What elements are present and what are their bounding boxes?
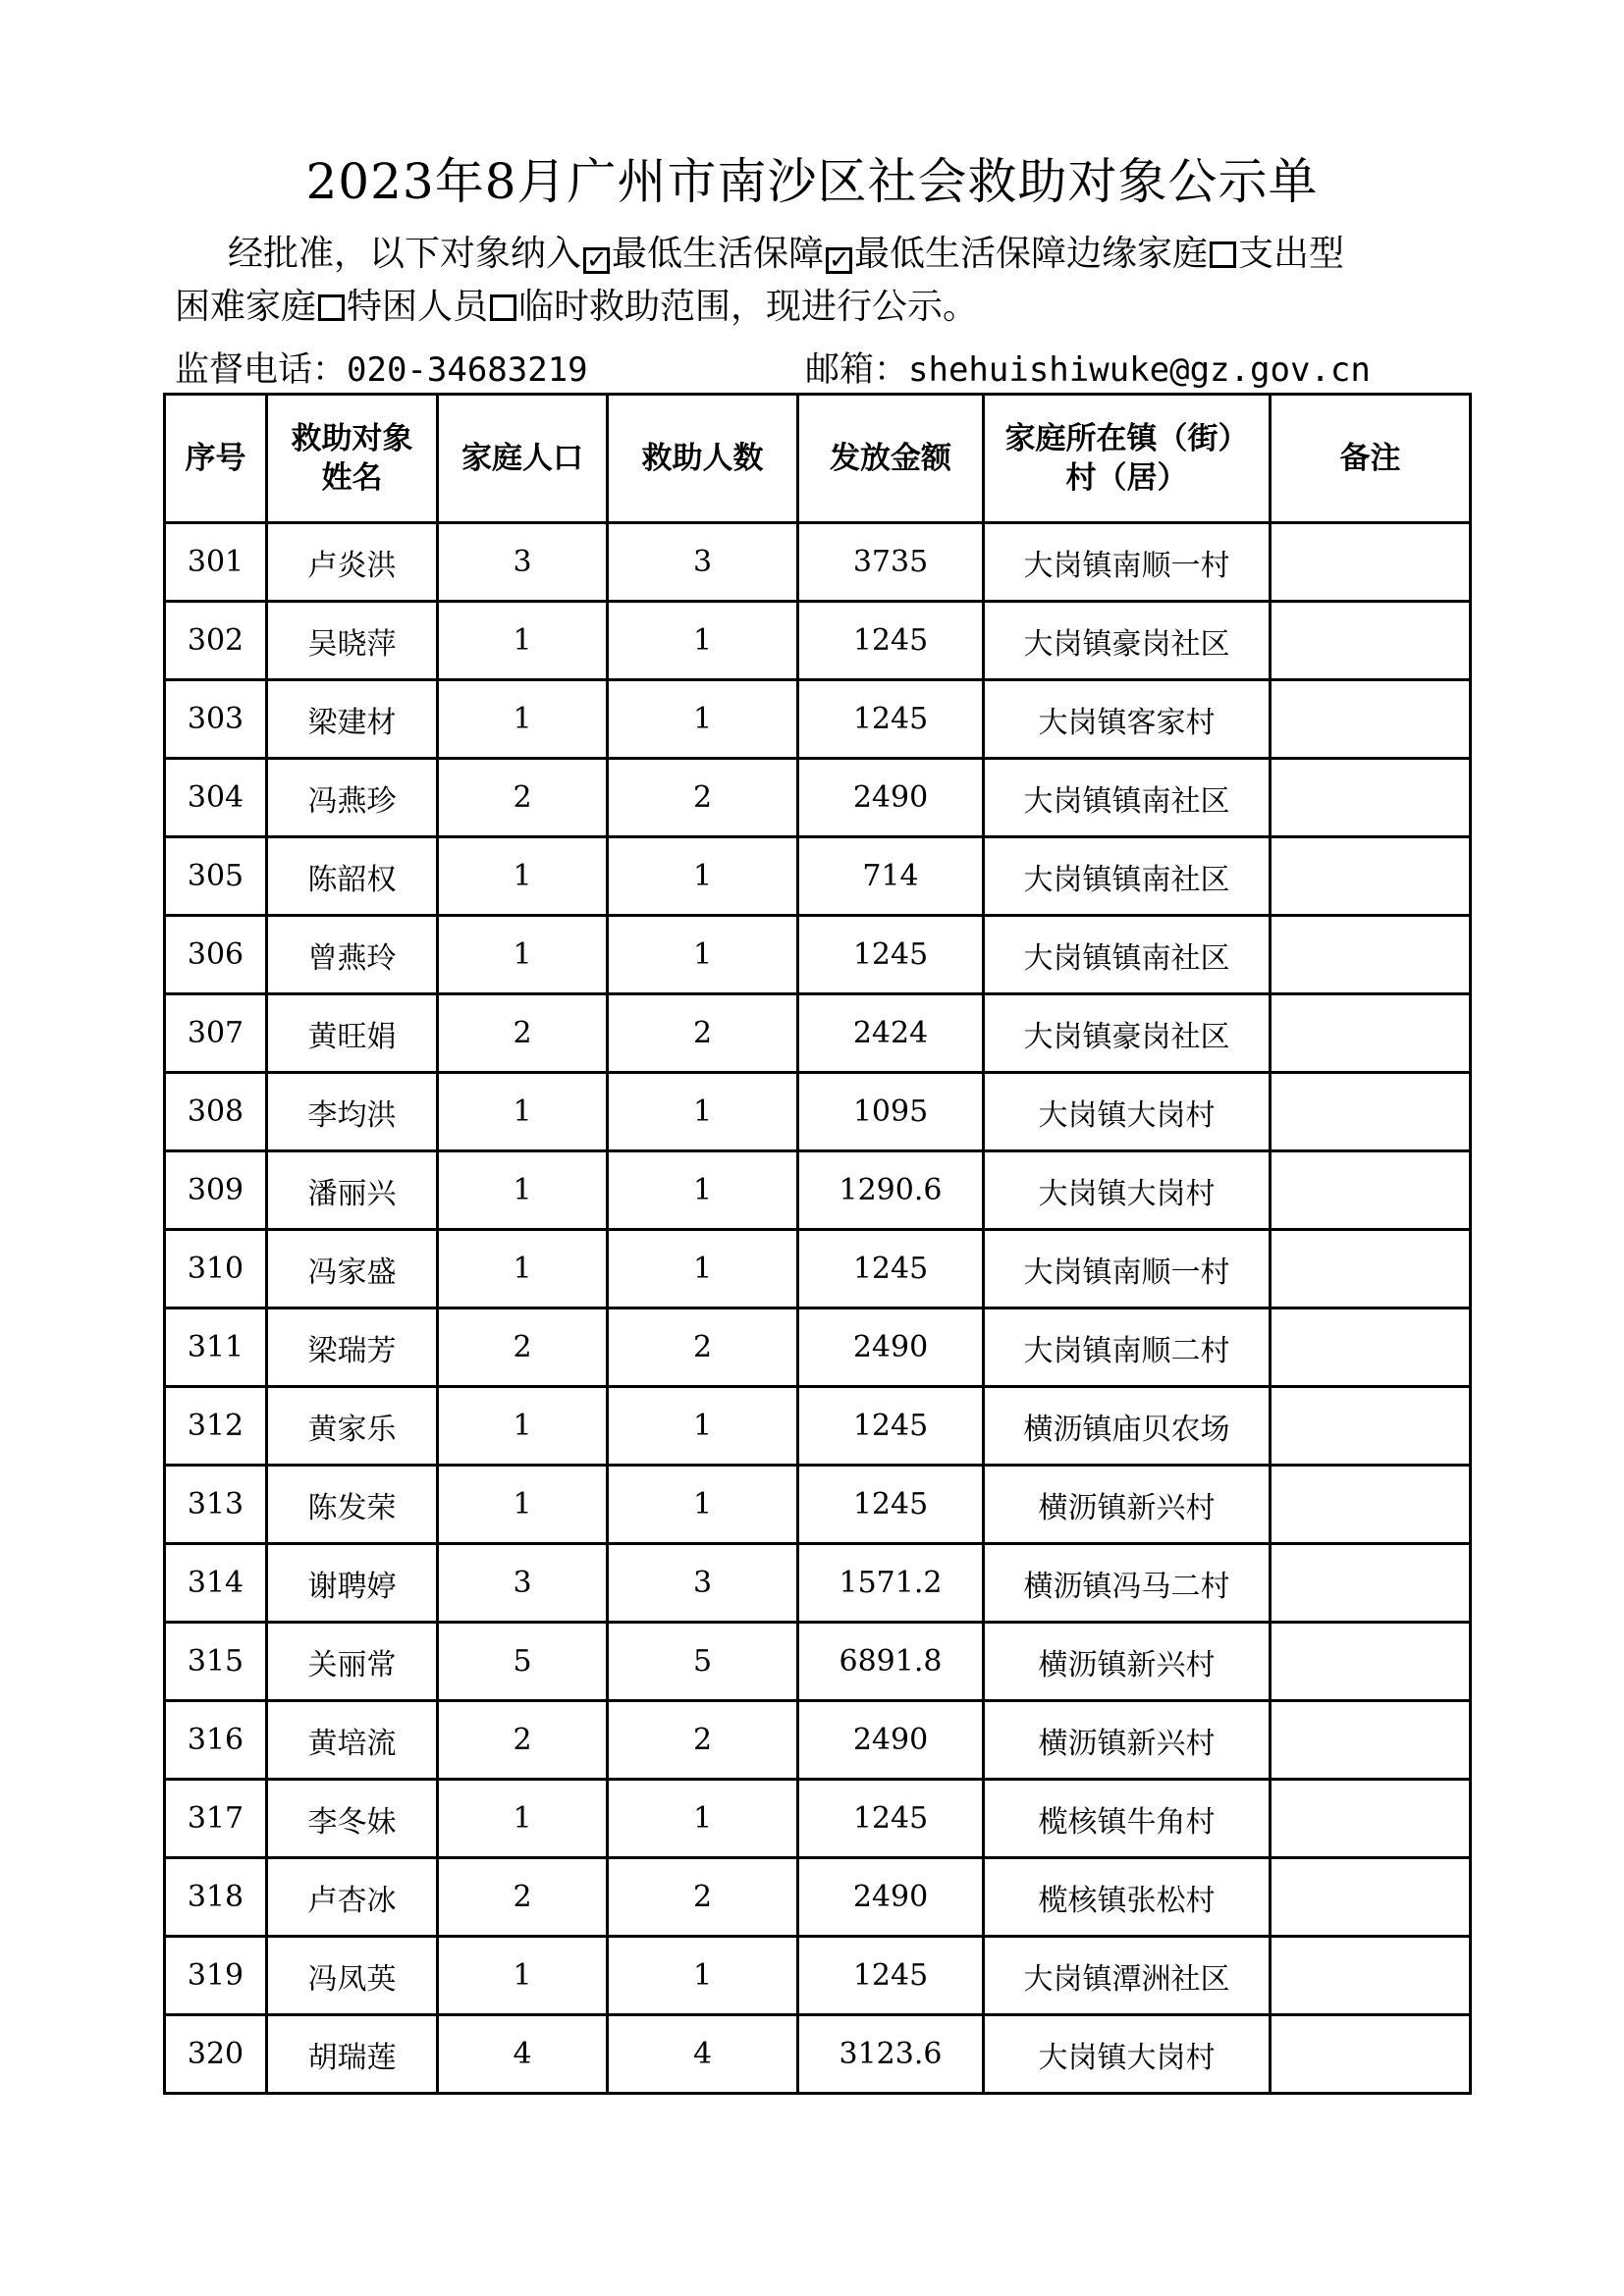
cell-address: 横沥镇新兴村 <box>984 1623 1271 1701</box>
cell-amount: 1245 <box>798 1780 984 1858</box>
option-label: 最低生活保障 <box>612 234 825 274</box>
cell-remarks <box>1271 523 1471 602</box>
cell-address: 大岗镇南顺二村 <box>984 1308 1271 1387</box>
header-amount: 发放金额 <box>798 395 984 523</box>
table-row <box>165 1858 1471 1937</box>
cell-amount: 1245 <box>798 1230 984 1308</box>
table-row <box>165 1387 1471 1466</box>
header-name-line2: 姓名 <box>321 460 383 496</box>
cell-remarks <box>1271 680 1471 759</box>
cell-name: 黄家乐 <box>267 1387 438 1466</box>
cell-address: 大岗镇大岗村 <box>984 1151 1271 1230</box>
cell-aided-count: 1 <box>608 837 798 916</box>
header-name-line1: 救助对象 <box>291 421 413 456</box>
cell-address: 大岗镇南顺一村 <box>984 1230 1271 1308</box>
option-label: 最低生活保障边缘家庭 <box>854 234 1209 274</box>
cell-name: 关丽常 <box>267 1623 438 1701</box>
cell-address: 横沥镇冯马二村 <box>984 1544 1271 1623</box>
table-row <box>165 837 1471 916</box>
cell-serial: 305 <box>165 837 267 916</box>
cell-amount: 6891.8 <box>798 1623 984 1701</box>
cell-remarks <box>1271 602 1471 680</box>
cell-amount: 1245 <box>798 680 984 759</box>
cell-amount: 714 <box>798 837 984 916</box>
cell-amount: 1571.2 <box>798 1544 984 1623</box>
cell-aided-count: 3 <box>608 523 798 602</box>
cell-household: 5 <box>438 1623 608 1701</box>
cell-remarks <box>1271 916 1471 994</box>
cell-remarks <box>1271 1073 1471 1151</box>
cell-serial: 318 <box>165 1858 267 1937</box>
cell-remarks <box>1271 1230 1471 1308</box>
table-row <box>165 1466 1471 1544</box>
header-address-line2: 村（居） <box>1065 460 1188 496</box>
cell-serial: 304 <box>165 759 267 837</box>
cell-name: 梁建材 <box>267 680 438 759</box>
cell-name: 卢杏冰 <box>267 1858 438 1937</box>
cell-address: 横沥镇新兴村 <box>984 1701 1271 1780</box>
cell-household: 1 <box>438 1230 608 1308</box>
cell-serial: 315 <box>165 1623 267 1701</box>
cell-amount: 2490 <box>798 1858 984 1937</box>
cell-serial: 311 <box>165 1308 267 1387</box>
cell-name: 胡瑞莲 <box>267 2015 438 2094</box>
cell-name: 谢聘婷 <box>267 1544 438 1623</box>
cell-aided-count: 2 <box>608 1858 798 1937</box>
cell-aided-count: 1 <box>608 916 798 994</box>
phone-block <box>175 346 588 395</box>
cell-remarks <box>1271 837 1471 916</box>
cell-serial: 312 <box>165 1387 267 1466</box>
cell-household: 4 <box>438 2015 608 2094</box>
cell-serial: 301 <box>165 523 267 602</box>
cell-household: 3 <box>438 1544 608 1623</box>
cell-household: 1 <box>438 837 608 916</box>
cell-name: 冯燕珍 <box>267 759 438 837</box>
cell-address: 大岗镇客家村 <box>984 680 1271 759</box>
cell-household: 1 <box>438 1387 608 1466</box>
cell-aided-count: 1 <box>608 1073 798 1151</box>
cell-amount: 1245 <box>798 602 984 680</box>
cell-name: 李均洪 <box>267 1073 438 1151</box>
cell-aided-count: 1 <box>608 1230 798 1308</box>
cell-remarks <box>1271 1308 1471 1387</box>
email-label: 邮箱： <box>805 350 909 390</box>
cell-remarks <box>1271 1623 1471 1701</box>
cell-aided-count: 2 <box>608 759 798 837</box>
intro-suffix: 范围，现进行公示。 <box>660 287 979 327</box>
header-address-line1: 家庭所在镇（街） <box>1004 421 1249 456</box>
cell-remarks <box>1271 1466 1471 1544</box>
cell-household: 1 <box>438 1780 608 1858</box>
cell-address: 榄核镇牛角村 <box>984 1780 1271 1858</box>
cell-remarks <box>1271 1387 1471 1466</box>
table-body <box>165 523 1471 2094</box>
cell-amount: 2490 <box>798 1308 984 1387</box>
cell-serial: 313 <box>165 1466 267 1544</box>
cell-name: 冯家盛 <box>267 1230 438 1308</box>
cell-aided-count: 1 <box>608 1937 798 2015</box>
cell-aided-count: 2 <box>608 994 798 1073</box>
cell-address: 横沥镇庙贝农场 <box>984 1387 1271 1466</box>
cell-name: 陈发荣 <box>267 1466 438 1544</box>
cell-household: 1 <box>438 916 608 994</box>
cell-amount: 1245 <box>798 916 984 994</box>
cell-remarks <box>1271 2015 1471 2094</box>
cell-household: 1 <box>438 602 608 680</box>
cell-address: 大岗镇南顺一村 <box>984 523 1271 602</box>
table-row <box>165 1073 1471 1151</box>
cell-serial: 316 <box>165 1701 267 1780</box>
cell-name: 曾燕玲 <box>267 916 438 994</box>
table-row <box>165 2015 1471 2094</box>
cell-aided-count: 5 <box>608 1623 798 1701</box>
header-aided-count: 救助人数 <box>608 395 798 523</box>
cell-household: 1 <box>438 680 608 759</box>
cell-remarks <box>1271 1701 1471 1780</box>
cell-household: 3 <box>438 523 608 602</box>
checkbox-unchecked-icon <box>490 294 516 321</box>
cell-serial: 314 <box>165 1544 267 1623</box>
email-block <box>805 346 1371 395</box>
table-row <box>165 1623 1471 1701</box>
cell-amount: 1095 <box>798 1073 984 1151</box>
checkbox-checked-icon: ✓ <box>583 247 610 274</box>
phone-number: 020-34683219 <box>347 350 588 390</box>
cell-household: 1 <box>438 1073 608 1151</box>
header-household: 家庭人口 <box>438 395 608 523</box>
cell-address: 大岗镇潭洲社区 <box>984 1937 1271 2015</box>
cell-address: 大岗镇豪岗社区 <box>984 602 1271 680</box>
cell-household: 1 <box>438 1151 608 1230</box>
checkbox-unchecked-icon <box>1210 241 1236 268</box>
cell-aided-count: 1 <box>608 1151 798 1230</box>
option-label-part: 困难家庭 <box>175 287 317 327</box>
cell-serial: 307 <box>165 994 267 1073</box>
checkbox-unchecked-icon <box>318 294 345 321</box>
table-row <box>165 994 1471 1073</box>
header-name <box>267 395 438 523</box>
table-row <box>165 1937 1471 2015</box>
option-label: 临时救助 <box>518 287 661 327</box>
table-row <box>165 680 1471 759</box>
page-title: 2023年8月广州市南沙区社会救助对象公示单 <box>305 153 1319 210</box>
cell-household: 2 <box>438 759 608 837</box>
assistance-table <box>163 393 1472 2095</box>
cell-serial: 309 <box>165 1151 267 1230</box>
cell-amount: 3735 <box>798 523 984 602</box>
table-row <box>165 759 1471 837</box>
cell-remarks <box>1271 994 1471 1073</box>
cell-remarks <box>1271 1780 1471 1858</box>
cell-household: 1 <box>438 1937 608 2015</box>
option-label-part: 支出型 <box>1238 234 1345 274</box>
cell-serial: 319 <box>165 1937 267 2015</box>
cell-amount: 1290.6 <box>798 1151 984 1230</box>
table-row <box>165 1308 1471 1387</box>
cell-amount: 1245 <box>798 1387 984 1466</box>
cell-address: 大岗镇大岗村 <box>984 2015 1271 2094</box>
cell-aided-count: 1 <box>608 602 798 680</box>
cell-serial: 303 <box>165 680 267 759</box>
cell-household: 2 <box>438 994 608 1073</box>
header-address <box>984 395 1271 523</box>
cell-household: 2 <box>438 1701 608 1780</box>
table-row <box>165 1780 1471 1858</box>
cell-address: 大岗镇豪岗社区 <box>984 994 1271 1073</box>
cell-name: 吴晓萍 <box>267 602 438 680</box>
cell-address: 大岗镇镇南社区 <box>984 916 1271 994</box>
cell-name: 黄培流 <box>267 1701 438 1780</box>
cell-household: 2 <box>438 1858 608 1937</box>
table-row <box>165 523 1471 602</box>
cell-aided-count: 3 <box>608 1544 798 1623</box>
cell-address: 大岗镇镇南社区 <box>984 837 1271 916</box>
cell-remarks <box>1271 1151 1471 1230</box>
cell-name: 潘丽兴 <box>267 1151 438 1230</box>
cell-serial: 317 <box>165 1780 267 1858</box>
cell-household: 2 <box>438 1308 608 1387</box>
table-row <box>165 1151 1471 1230</box>
cell-remarks <box>1271 1858 1471 1937</box>
header-remarks: 备注 <box>1271 395 1471 523</box>
cell-name: 李冬妹 <box>267 1780 438 1858</box>
cell-aided-count: 4 <box>608 2015 798 2094</box>
table-row <box>165 1544 1471 1623</box>
cell-amount: 2490 <box>798 759 984 837</box>
cell-serial: 320 <box>165 2015 267 2094</box>
cell-name: 冯凤英 <box>267 1937 438 2015</box>
table-row <box>165 1701 1471 1780</box>
checkbox-checked-icon: ✓ <box>826 247 852 274</box>
cell-amount: 2424 <box>798 994 984 1073</box>
cell-aided-count: 1 <box>608 1387 798 1466</box>
table-row <box>165 1230 1471 1308</box>
cell-address: 大岗镇镇南社区 <box>984 759 1271 837</box>
cell-remarks <box>1271 759 1471 837</box>
intro-paragraph <box>175 228 1471 334</box>
header-serial: 序号 <box>165 395 267 523</box>
cell-name: 陈韶权 <box>267 837 438 916</box>
cell-address: 横沥镇新兴村 <box>984 1466 1271 1544</box>
cell-amount: 1245 <box>798 1466 984 1544</box>
cell-serial: 302 <box>165 602 267 680</box>
cell-aided-count: 2 <box>608 1701 798 1780</box>
phone-label: 监督电话： <box>175 350 348 390</box>
contact-line <box>175 346 1471 395</box>
table-row <box>165 602 1471 680</box>
cell-aided-count: 1 <box>608 1780 798 1858</box>
cell-address: 榄核镇张松村 <box>984 1858 1271 1937</box>
cell-aided-count: 1 <box>608 1466 798 1544</box>
table-header-row <box>165 395 1471 523</box>
email-address: shehuishiwuke@gz.gov.cn <box>908 350 1371 390</box>
cell-name: 黄旺娟 <box>267 994 438 1073</box>
cell-household: 1 <box>438 1466 608 1544</box>
cell-amount: 2490 <box>798 1701 984 1780</box>
cell-aided-count: 1 <box>608 680 798 759</box>
cell-amount: 1245 <box>798 1937 984 2015</box>
cell-remarks <box>1271 1937 1471 2015</box>
cell-address: 大岗镇大岗村 <box>984 1073 1271 1151</box>
cell-remarks <box>1271 1544 1471 1623</box>
cell-name: 卢炎洪 <box>267 523 438 602</box>
cell-amount: 3123.6 <box>798 2015 984 2094</box>
cell-serial: 310 <box>165 1230 267 1308</box>
option-label: 特困人员 <box>347 287 489 327</box>
intro-prefix: 经批准，以下对象纳入 <box>228 234 582 274</box>
cell-serial: 308 <box>165 1073 267 1151</box>
table-row <box>165 916 1471 994</box>
cell-aided-count: 2 <box>608 1308 798 1387</box>
cell-name: 梁瑞芳 <box>267 1308 438 1387</box>
cell-serial: 306 <box>165 916 267 994</box>
